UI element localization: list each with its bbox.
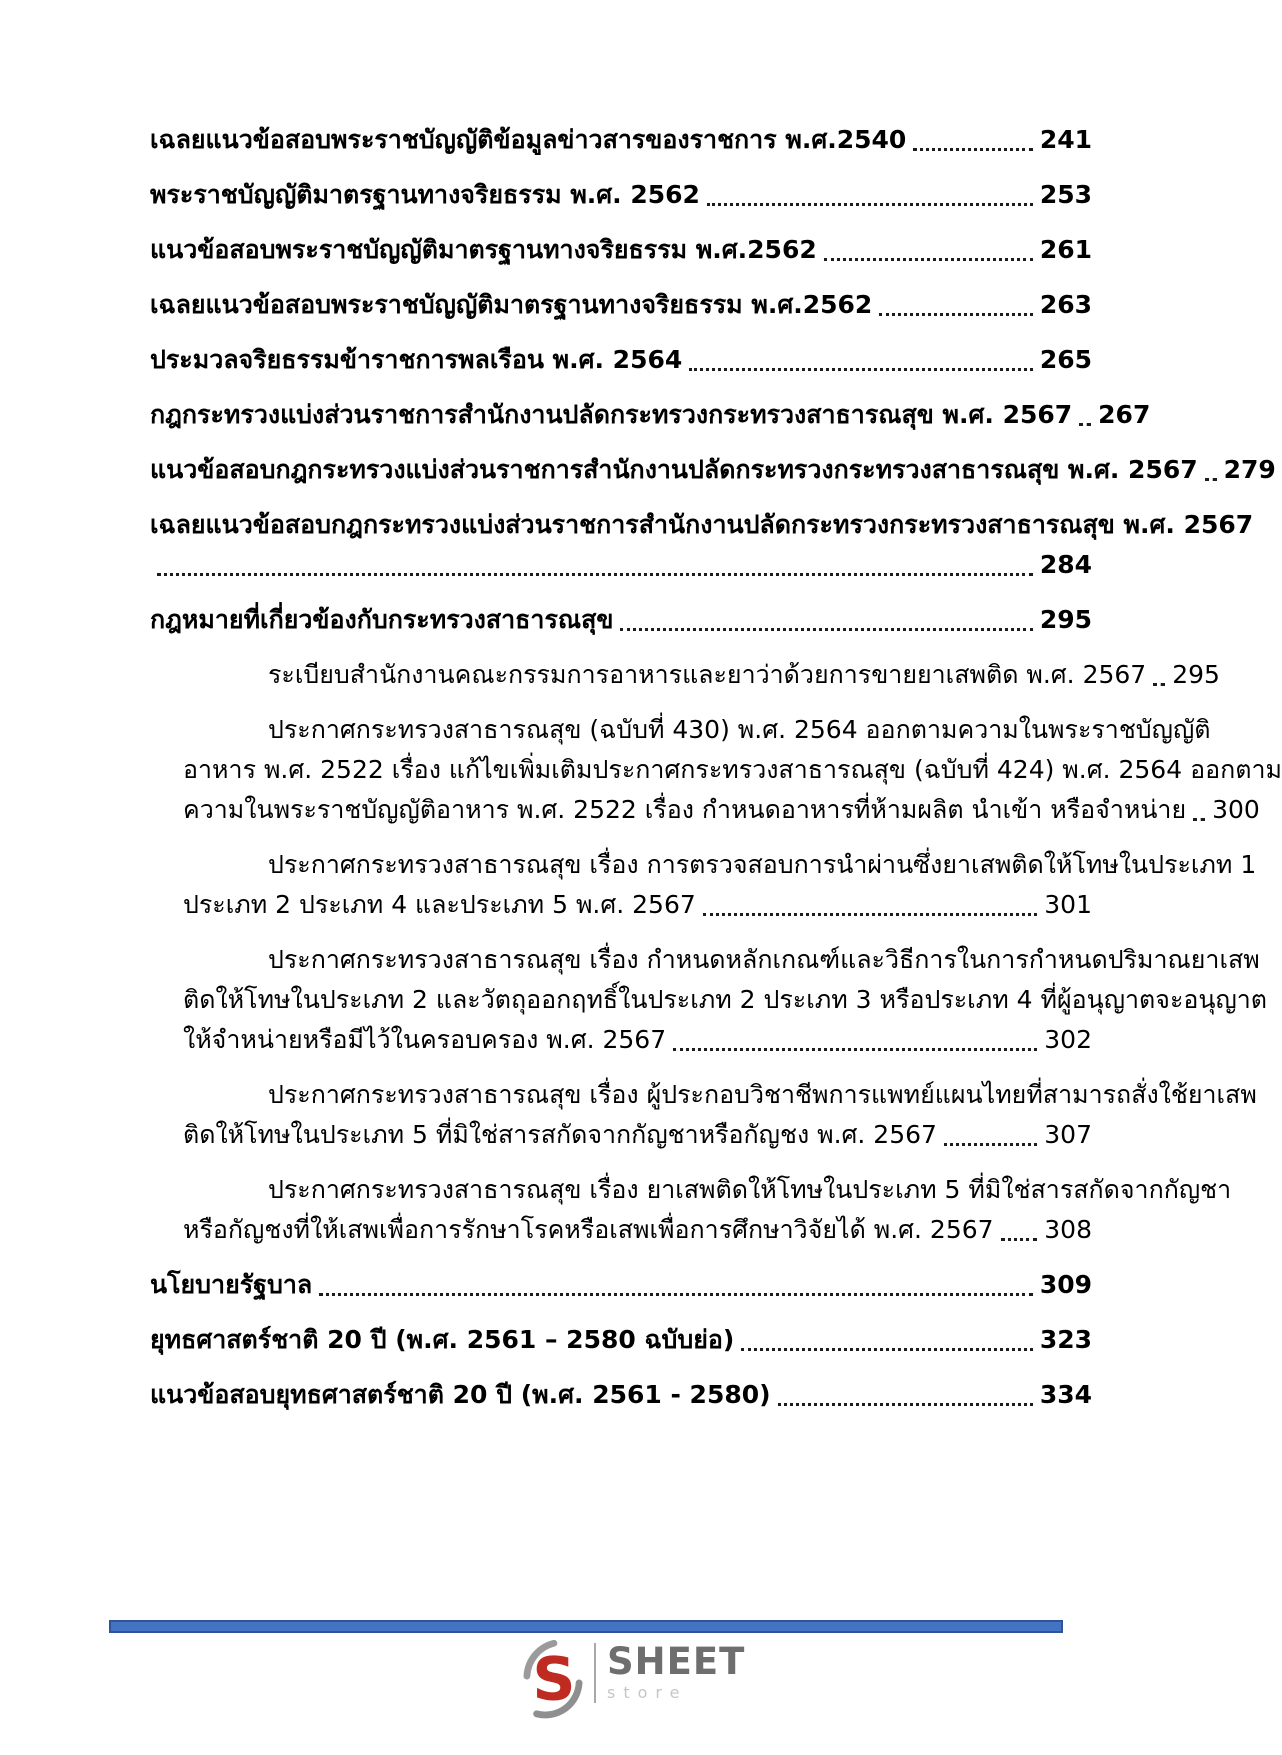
toc-line [150, 1265, 1092, 1305]
toc-entry-title: แนวข้อสอบกฎกระทรวงแบ่งส่วนราชการสำนักงานปลัดกระทรวงกระทรวงสาธารณสุข พ.ศ. 2567 [150, 455, 1198, 484]
brand-text-block [607, 1640, 745, 1702]
toc-line [150, 600, 1092, 640]
toc-line [150, 120, 1092, 160]
toc-line [183, 1210, 1092, 1250]
toc-line [183, 790, 1260, 830]
toc-entry [183, 1075, 1257, 1155]
toc-page-number: 267 [1098, 400, 1151, 429]
dot-leader [157, 548, 1033, 576]
dot-leader [319, 1268, 1033, 1296]
dot-leader [1205, 453, 1217, 481]
toc-entry-title: ประมวลจริยธรรมข้าราชการพลเรือน พ.ศ. 2564 [150, 345, 683, 374]
dot-leader [1153, 658, 1165, 686]
toc-line [150, 285, 1092, 325]
toc-line: ติดให้โทษในประเภท 2 และวัตถุออกฤทธิ์ในประเภท 2 ประเภท 3 หรือประเภท 4 ที่ผู้อนุญาตจะอนุญาต [183, 985, 1268, 1014]
toc-entry [150, 600, 1092, 640]
toc-line [150, 545, 1092, 585]
toc-entry [150, 1375, 1092, 1415]
toc-page-number: 263 [1039, 290, 1092, 319]
toc-entry-title: กฎหมายที่เกี่ยวข้องกับกระทรวงสาธารณสุข [150, 605, 614, 634]
toc-entry-title: แนวข้อสอบยุทธศาสตร์ชาติ 20 ปี (พ.ศ. 2561 - 2580) [150, 1380, 771, 1409]
toc-page-number: 323 [1039, 1325, 1092, 1354]
toc-page-number: 284 [1039, 550, 1092, 579]
dot-leader [1079, 398, 1091, 426]
toc-page-number: 241 [1039, 125, 1092, 154]
toc-page-number: 279 [1223, 455, 1276, 484]
toc-page-number: 253 [1039, 180, 1092, 209]
toc-entry-title: ยุทธศาสตร์ชาติ 20 ปี (พ.ศ. 2561 – 2580 ฉบับย่อ) [150, 1325, 735, 1354]
dot-leader [778, 1378, 1033, 1406]
toc-entry [150, 120, 1092, 160]
toc-page-number: 265 [1039, 345, 1092, 374]
toc-entry-title: เฉลยแนวข้อสอบพระราชบัญญัติข้อมูลข่าวสารของราชการ พ.ศ.2540 [150, 125, 907, 154]
toc-entry [150, 340, 1092, 380]
toc-entry [150, 1320, 1092, 1360]
toc-line: เฉลยแนวข้อสอบกฎกระทรวงแบ่งส่วนราชการสำนักงานปลัดกระทรวงกระทรวงสาธารณสุข พ.ศ. 2567 [150, 510, 1254, 539]
toc-line [183, 655, 1220, 695]
toc-page-number: 295 [1039, 605, 1092, 634]
toc-line [150, 395, 1151, 435]
toc-entry-title: แนวข้อสอบพระราชบัญญัติมาตรฐานทางจริยธรรม พ.ศ.2562 [150, 235, 817, 264]
toc-entry-title: ระเบียบสำนักงานคณะกรรมการอาหารและยาว่าด้วยการขายยาเสพติด พ.ศ. 2567 [268, 660, 1147, 689]
toc-line [183, 885, 1092, 925]
dot-leader [689, 343, 1033, 371]
toc-entry-title: ประเภท 2 ประเภท 4 และประเภท 5 พ.ศ. 2567 [183, 890, 696, 919]
toc-page-number: 301 [1044, 890, 1092, 919]
sheet-store-s-icon [524, 1640, 582, 1718]
toc-page-number: 295 [1172, 660, 1220, 689]
toc-line: อาหาร พ.ศ. 2522 เรื่อง แก้ไขเพิ่มเติมประกาศกระทรวงสาธารณสุข (ฉบับที่ 424) พ.ศ. 2564 ออกตาม [183, 755, 1282, 784]
dot-leader [1001, 1213, 1038, 1241]
toc-entry [183, 1170, 1232, 1250]
toc-page-number: 307 [1044, 1120, 1092, 1149]
toc-line [150, 1375, 1092, 1415]
dot-leader [703, 888, 1038, 916]
toc-entry [183, 845, 1257, 925]
toc-entry-title: หรือกัญชงที่ให้เสพเพื่อการรักษาโรคหรือเสพเพื่อการศึกษาวิจัยได้ พ.ศ. 2567 [183, 1215, 994, 1244]
toc-entry [150, 395, 1151, 435]
toc-entry-title: ให้จำหน่ายหรือมีไว้ในครอบครอง พ.ศ. 2567 [183, 1025, 667, 1054]
toc-page-number: 308 [1044, 1215, 1092, 1244]
toc-entry [150, 450, 1276, 490]
toc-entry-title: นโยบายรัฐบาล [150, 1270, 313, 1299]
toc-page-number: 309 [1039, 1270, 1092, 1299]
toc-entry [150, 1265, 1092, 1305]
brand-subtitle: store [607, 1683, 688, 1702]
toc-entry [183, 655, 1220, 695]
dot-leader [673, 1023, 1037, 1051]
toc-entry [150, 175, 1092, 215]
dot-leader [944, 1118, 1037, 1146]
toc-line [183, 1115, 1092, 1155]
toc-list [150, 120, 1282, 1430]
toc-line [150, 340, 1092, 380]
toc-entry-title: เฉลยแนวข้อสอบพระราชบัญญัติมาตรฐานทางจริยธรรม พ.ศ.2562 [150, 290, 873, 319]
toc-page-number: 261 [1039, 235, 1092, 264]
toc-page-number: 300 [1212, 795, 1260, 824]
footer-divider-bar [109, 1620, 1063, 1633]
svg-text:S: S [532, 1644, 576, 1715]
toc-line: ประกาศกระทรวงสาธารณสุข เรื่อง กำหนดหลักเกณฑ์และวิธีการในการกำหนดปริมาณยาเสพ [268, 945, 1260, 974]
toc-entry-title: กฎกระทรวงแบ่งส่วนราชการสำนักงานปลัดกระทรวงกระทรวงสาธารณสุข พ.ศ. 2567 [150, 400, 1073, 429]
dot-leader [1193, 793, 1205, 821]
toc-line [150, 1320, 1092, 1360]
toc-line [183, 1020, 1092, 1060]
toc-line [150, 230, 1092, 270]
toc-entry [150, 230, 1092, 270]
toc-line: ประกาศกระทรวงสาธารณสุข เรื่อง ยาเสพติดให้โทษในประเภท 5 ที่มิใช่สารสกัดจากกัญชา [268, 1175, 1232, 1204]
dot-leader [879, 288, 1033, 316]
dot-leader [824, 233, 1033, 261]
toc-line [150, 450, 1276, 490]
toc-page-number: 302 [1044, 1025, 1092, 1054]
toc-line: ประกาศกระทรวงสาธารณสุข เรื่อง ผู้ประกอบวิชาชีพการแพทย์แผนไทยที่สามารถสั่งใช้ยาเสพ [268, 1080, 1257, 1109]
dot-leader [620, 603, 1032, 631]
toc-entry [183, 710, 1282, 830]
dot-leader [913, 123, 1033, 151]
toc-entry [150, 285, 1092, 325]
dot-leader [707, 178, 1033, 206]
toc-line: ประกาศกระทรวงสาธารณสุข เรื่อง การตรวจสอบการนำผ่านซึ่งยาเสพติดให้โทษในประเภท 1 [268, 850, 1257, 879]
toc-entry-title: พระราชบัญญัติมาตรฐานทางจริยธรรม พ.ศ. 2562 [150, 180, 700, 209]
toc-entry [150, 505, 1254, 585]
toc-line: ประกาศกระทรวงสาธารณสุข (ฉบับที่ 430) พ.ศ. 2564 ออกตามความในพระราชบัญญัติ [268, 715, 1211, 744]
toc-entry-title: ติดให้โทษในประเภท 5 ที่มิใช่สารสกัดจากกัญชาหรือกัญชง พ.ศ. 2567 [183, 1120, 937, 1149]
dot-leader [741, 1323, 1032, 1351]
toc-entry-title: ความในพระราชบัญญัติอาหาร พ.ศ. 2522 เรื่อง กำหนดอาหารที่ห้ามผลิต นำเข้า หรือจำหน่าย [183, 795, 1187, 824]
toc-entry [183, 940, 1268, 1060]
toc-line [150, 175, 1092, 215]
toc-page-number: 334 [1039, 1380, 1092, 1409]
brand-name: SHEET [607, 1640, 746, 1683]
logo-divider-line [594, 1643, 596, 1703]
sheet-store-logo [524, 1640, 745, 1718]
